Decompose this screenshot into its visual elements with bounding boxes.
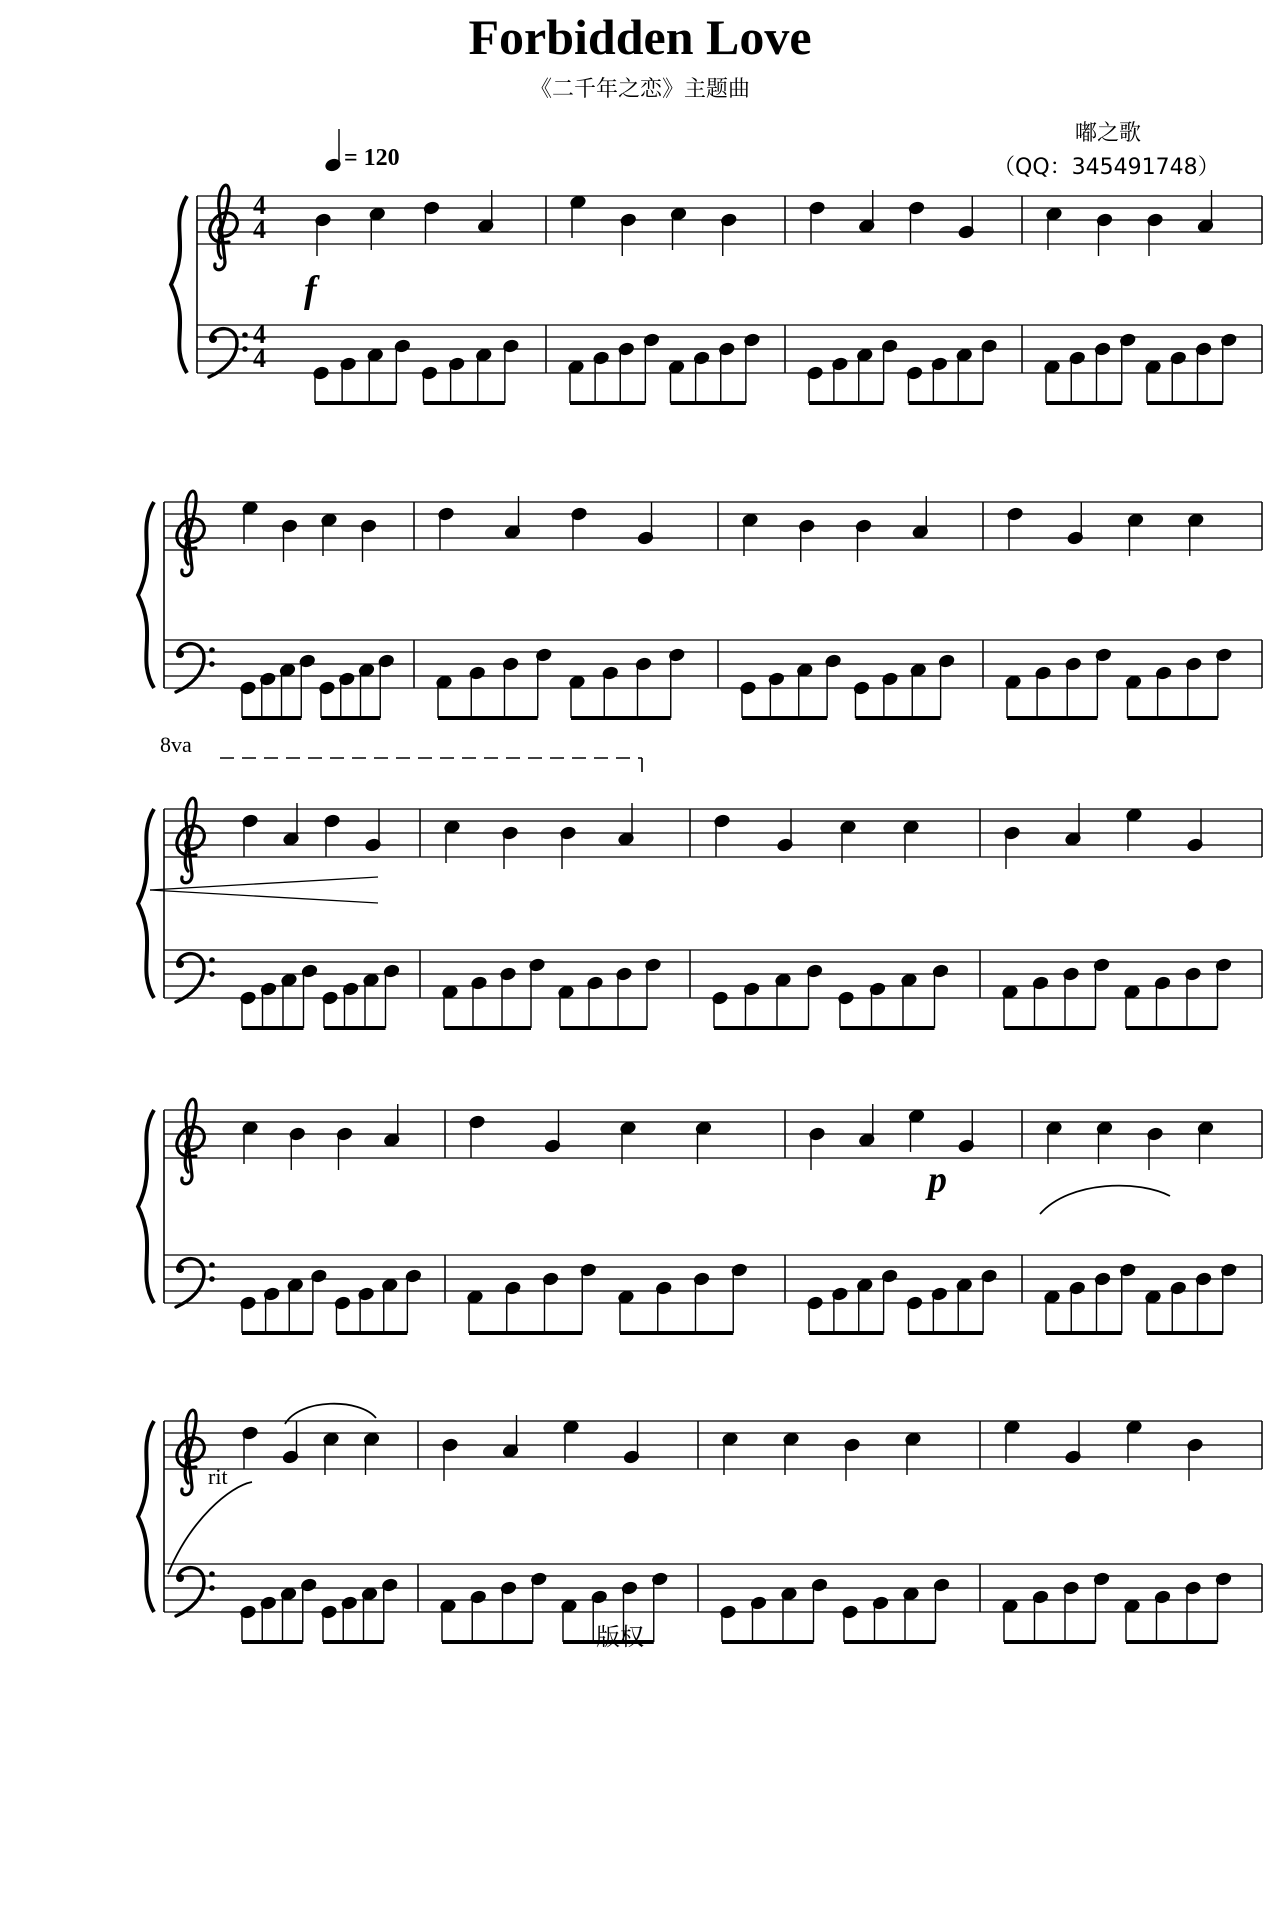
- copyright-label: 版权: [596, 1623, 644, 1651]
- system-1: [171, 185, 1262, 403]
- tempo-marking: = 120: [344, 145, 400, 171]
- bass-clef-dot: [209, 647, 215, 653]
- system-5: [138, 1410, 1262, 1642]
- bass-clef-dot: [242, 332, 248, 338]
- bass-clef-dot: [176, 1265, 184, 1273]
- bass-clef-dot: [176, 1574, 184, 1582]
- time-signature-digit: 4: [253, 320, 266, 349]
- composer-name: 嘟之歌: [1075, 121, 1142, 146]
- brace-icon: [171, 196, 187, 373]
- bass-clef-dot: [209, 1276, 215, 1282]
- brace-icon: [138, 1110, 154, 1303]
- tempo-note: [325, 129, 342, 172]
- page-title: Forbidden Love: [468, 9, 812, 65]
- treble-clef-icon: [177, 798, 204, 883]
- page-subtitle: 《二千年之恋》主题曲: [529, 77, 750, 102]
- brace-icon: [138, 502, 154, 688]
- bass-clef-dot: [209, 957, 215, 963]
- ritardando-marking: rit: [208, 1464, 228, 1489]
- bass-clef-dot: [176, 960, 184, 968]
- time-signature-digit: 4: [253, 191, 266, 220]
- system-2: [138, 491, 1262, 718]
- bass-clef-dot: [209, 1571, 215, 1577]
- time-signature-digit: 4: [253, 215, 266, 244]
- dynamic-piano: p: [928, 1159, 947, 1201]
- hairpin-line: [150, 890, 378, 903]
- bass-clef-dot: [209, 661, 215, 667]
- slur: [168, 1482, 252, 1574]
- ottava-bracket: [220, 758, 642, 772]
- treble-clef-icon: [210, 185, 237, 270]
- system-4: [138, 1099, 1262, 1333]
- treble-clef-icon: [177, 1410, 204, 1495]
- treble-clef-icon: [177, 1099, 204, 1184]
- treble-clef-icon: [177, 491, 204, 576]
- bass-clef-dot: [242, 346, 248, 352]
- bass-clef-dot: [209, 1262, 215, 1268]
- bass-clef-dot: [176, 650, 184, 658]
- slur: [1040, 1186, 1170, 1214]
- bass-clef-dot: [209, 971, 215, 977]
- brace-icon: [138, 809, 154, 998]
- contact-qq: （QQ：345491748）: [993, 155, 1220, 180]
- ottava-marking: 8va: [160, 732, 192, 757]
- system-3: [138, 798, 1262, 1028]
- time-signature-digit: 4: [253, 344, 266, 373]
- bass-clef-dot: [209, 335, 217, 343]
- brace-icon: [138, 1421, 154, 1612]
- dynamic-forte: f: [304, 269, 317, 311]
- bass-clef-dot: [209, 1585, 215, 1591]
